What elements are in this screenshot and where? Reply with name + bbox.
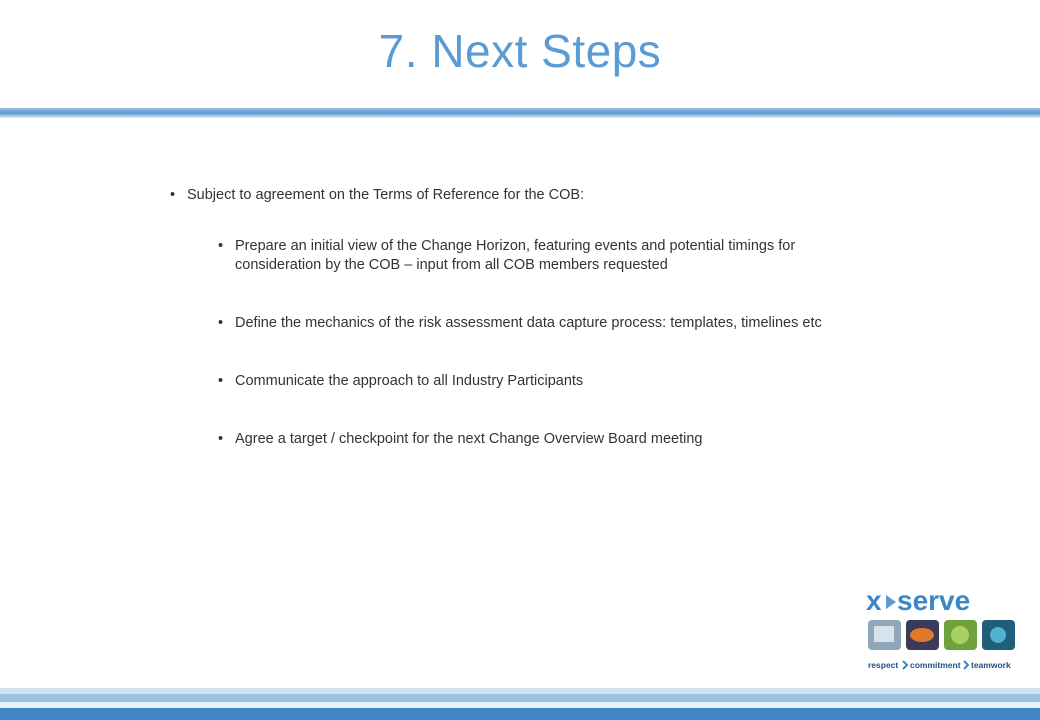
title-divider [0, 108, 1040, 118]
sub-bullet-item: • Define the mechanics of the risk assessment data capture process: templates, timelines etc [218, 314, 870, 333]
xoserve-logo [866, 586, 1018, 676]
tagline-respect: respect [868, 660, 899, 670]
footer-band [0, 688, 1040, 720]
logo-photo-tiles [868, 620, 1015, 650]
slide-body [170, 186, 870, 488]
logo-chevron-icon [886, 595, 896, 609]
tagline-chevron-icon [903, 661, 907, 669]
logo-brand-rest: serve [897, 586, 971, 616]
sub-bullet-list [218, 237, 870, 449]
tagline-teamwork: teamwork [971, 660, 1011, 670]
sub-bullet-item: • Communicate the approach to all Industry Participants [218, 372, 870, 391]
main-bullet: • Subject to agreement on the Terms of Reference for the COB: [170, 186, 870, 205]
tagline-chevron-icon [964, 661, 968, 669]
slide-title: 7. Next Steps [378, 25, 662, 77]
sub-bullet-item: • Agree a target / checkpoint for the next Change Overview Board meeting [218, 430, 870, 449]
sub-bullet-item: • Prepare an initial view of the Change Horizon, featuring events and potential timings for consideration by the COB – input from all COB members requested [218, 237, 870, 275]
tagline-commitment: commitment [910, 660, 961, 670]
logo-brand-x: x [866, 586, 882, 616]
